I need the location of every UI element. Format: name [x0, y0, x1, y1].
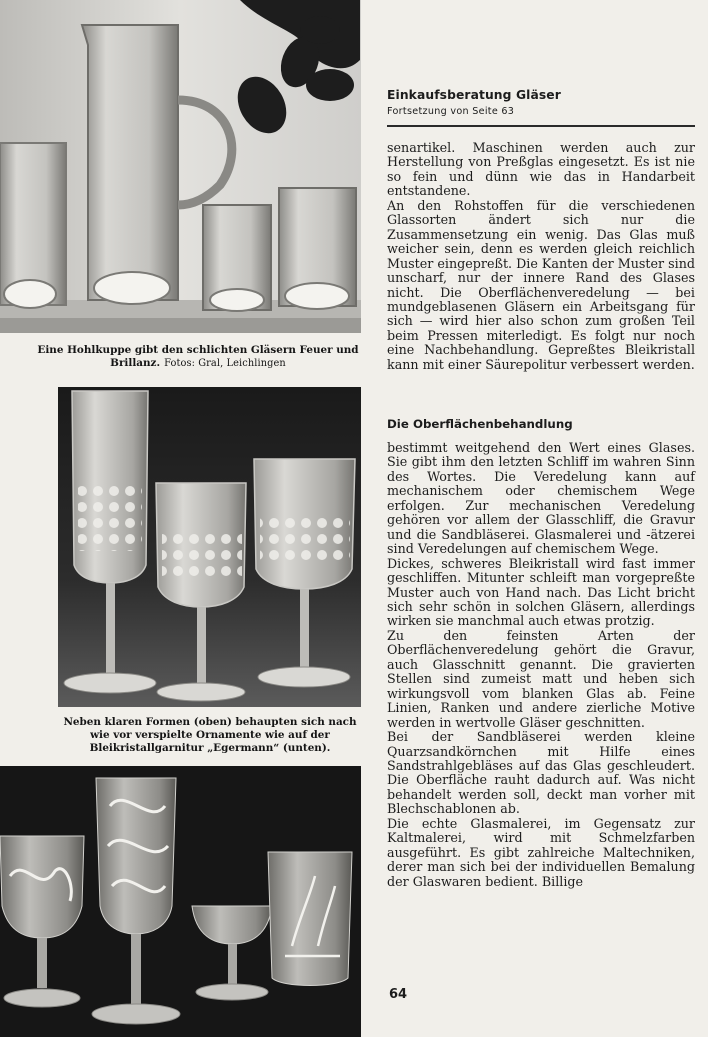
article-section-1: [387, 141, 695, 372]
tumbler-right: [279, 188, 356, 309]
paragraph: Bei der Sandbläserei werden kleine Quarzsandkörnchen mit Hilfe eines Sandstrahlgebläses auf das Glas geschleudert. Die Oberfläche rauht dadurch auf. Was nicht behandelt werden soll, deckt man vorher mit Blechschablonen ab.: [387, 729, 695, 817]
paragraph: Die echte Glasmalerei, im Gegensatz zur Kaltmalerei, wird mit Schmelzfarben ausgeführt. Es gibt zahlreiche Maltechniken, derer man sich bei der individuellen Bemalung der Glaswaren bedient. Billige: [387, 815, 695, 889]
photo-dotted-stemware: [58, 387, 361, 707]
caption-top-photo: [28, 344, 368, 370]
header-divider: [387, 125, 695, 127]
article-header: [387, 88, 695, 117]
caption-middle-photo: Neben klaren Formen (oben) behaupten sich nach wie vor verspielte Ornamente wie auf der Bleikristallgarnitur „Egermann“ (unten).: [63, 716, 357, 754]
page-number: 64: [389, 987, 408, 1002]
paragraph: Zu den feinsten Arten der Oberflächenveredelung gehört die Gravur, auch Glasschnitt genannt. Die gravierten Stellen sind zumeist matt und heben sich wirkungsvoll vom blanken Glas ab. Feine Linien, Ranken und andere zierliche Motive werden in wertvolle Gläser geschnitten.: [387, 627, 695, 730]
tumbler-left: [0, 143, 66, 308]
paragraph: Dickes, schweres Bleikristall wird fast immer geschliffen. Mitunter schleift man vorgepreßte Muster auch von Hand nach. Das Licht bricht sich sehr schön in solchen Gläsern, allerdings wirken sie manchmal auch etwas protzig.: [387, 555, 695, 629]
article-section-2: [387, 441, 695, 889]
engraved-tumbler: [268, 852, 352, 986]
paragraph: bestimmt weitgehend den Wert eines Glases. Sie gibt ihm den letzten Schliff im wahren Sinn des Wortes. Die Veredelung kann auf mechanischem oder chemischem Wege erfolgen. Zur mechanischen Veredelung gehören vor allem der Glasschliff, die Gravur und die Sandbläserei. Glasmalerei und -ätzerei sind Veredelungen auf chemischem Wege.: [387, 440, 695, 557]
section-heading: Die Oberflächenbehandlung: [387, 417, 573, 431]
tumbler-small: [203, 205, 271, 311]
paragraph: An den Rohstoffen für die verschiedenen Glassorten ändert sich nur die Zusammensetzung ein wenig. Das Glas muß weicher sein, denn es werden gleich reichlich Muster eingepreßt. Die Kanten der Muster sind unscharf, nur der innere Rand des Glases nicht. Die Oberflächenveredelung — bei mundgeblasenen Gläsern ein Arbeitsgang für sich — wird hier also schon zum großen Teil beim Pressen miterledigt. Es folgt nur noch eine Nachbehandlung. Gepreßtes Bleikristall kann mit einer Säurepolitur verbessert werden.: [387, 197, 695, 372]
article-title: Einkaufsberatung Gläser: [387, 88, 561, 102]
paragraph: senartikel. Maschinen werden auch zur Herstellung von Preßglas eingesetzt. Es ist nie so fein und dünn wie das in Handarbeit entstandene.: [387, 140, 695, 199]
caption-top-text: Eine Hohlkuppe gibt den schlichten Gläsern Feuer und Brillanz.: [37, 344, 359, 369]
photo-plain-glasses: [0, 0, 361, 333]
photo-credit: Fotos: Gral, Leichlingen: [164, 358, 286, 369]
photo-engraved-crystal: [0, 766, 361, 1037]
article-subtitle: Fortsetzung von Seite 63: [387, 106, 515, 117]
